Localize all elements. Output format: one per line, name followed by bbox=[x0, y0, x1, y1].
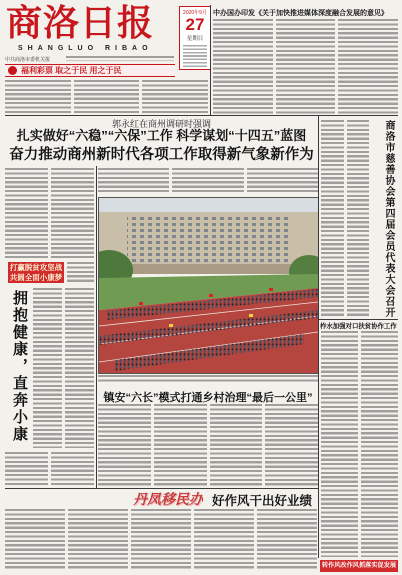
text-column bbox=[257, 509, 317, 570]
health-story-body bbox=[33, 288, 94, 448]
ad-banner-text: 福利彩票 取之于民 用之于民 bbox=[21, 66, 122, 75]
lead-photo-image bbox=[99, 198, 318, 373]
masthead-pinyin: SHANGLUO RIBAO bbox=[18, 45, 153, 52]
date-year-month: 2020年9月 bbox=[183, 10, 207, 16]
danfeng-headline: 好作风干出好业绩 bbox=[212, 494, 313, 508]
text-column bbox=[247, 168, 318, 194]
text-column bbox=[361, 331, 398, 557]
text-column bbox=[172, 168, 243, 194]
lead-headline-line2: 奋力推动商州新时代各项工作取得新气象新作为 bbox=[9, 147, 314, 163]
date-weekday: 星期日 bbox=[186, 36, 204, 42]
date-box bbox=[179, 6, 211, 70]
text-column bbox=[142, 80, 208, 114]
text-column bbox=[33, 288, 62, 448]
text-column bbox=[98, 168, 169, 194]
charity-headline: 商洛市慈善协会第四届会员代表大会召开 bbox=[383, 120, 394, 318]
danfeng-column-label: 丹凤移民办 bbox=[133, 493, 203, 508]
text-column bbox=[213, 19, 273, 114]
column-rule bbox=[318, 116, 319, 558]
slogan-badge: 转作风改作风抓落实促发展 bbox=[320, 560, 398, 572]
top-story-headline: 中办国办印发《关于加快推进媒体深度融合发展的意见》 bbox=[213, 10, 388, 17]
zhashui-body bbox=[321, 331, 398, 557]
section-rule bbox=[5, 115, 398, 116]
charity-body bbox=[321, 120, 369, 316]
lottery-logo-icon bbox=[8, 66, 17, 75]
text-column bbox=[347, 120, 370, 316]
masthead-info-line bbox=[66, 56, 174, 61]
date-box-details bbox=[183, 45, 207, 69]
text-column bbox=[265, 404, 318, 487]
health-story-body-continued bbox=[5, 452, 94, 487]
text-column bbox=[98, 375, 318, 384]
text-column bbox=[154, 404, 207, 487]
text-column bbox=[276, 19, 336, 114]
text-column bbox=[321, 331, 358, 557]
text-column bbox=[51, 452, 94, 487]
health-story-headline: 拥抱健康，直奔小康 bbox=[11, 290, 28, 443]
top-story-body bbox=[213, 19, 398, 114]
column-rule bbox=[96, 166, 97, 488]
column-rule bbox=[210, 5, 211, 115]
text-column bbox=[5, 509, 65, 570]
text-column bbox=[5, 452, 48, 487]
top-left-body bbox=[5, 80, 208, 114]
lead-body-main bbox=[98, 168, 318, 194]
masthead-title: 商洛日报 bbox=[6, 3, 155, 43]
poverty-badge-line1: 打赢脱贫攻坚战 bbox=[9, 263, 63, 272]
text-column bbox=[98, 404, 151, 487]
poverty-badge bbox=[8, 262, 64, 283]
masthead-subtitle: 中共商洛市委机关报 bbox=[5, 57, 51, 63]
text-column bbox=[66, 56, 174, 61]
text-column bbox=[131, 509, 191, 570]
badge-side-text bbox=[67, 262, 94, 284]
section-rule bbox=[319, 319, 398, 320]
danfeng-body bbox=[5, 509, 317, 570]
text-column bbox=[5, 80, 71, 114]
zhashui-headline: 柞水加强对口扶贫协作工作 bbox=[320, 323, 397, 330]
lead-headline-line1: 扎实做好“六稳”“六保”工作 科学谋划“十四五”蓝图 bbox=[16, 128, 307, 143]
lead-photo bbox=[98, 197, 319, 374]
ad-banner bbox=[5, 64, 175, 77]
text-column bbox=[210, 404, 263, 487]
text-column bbox=[5, 168, 48, 258]
photo-caption bbox=[98, 375, 318, 384]
zhenan-body bbox=[98, 404, 318, 487]
text-column bbox=[51, 168, 94, 258]
text-column bbox=[67, 262, 94, 284]
zhenan-headline: 镇安“六长”模式打通乡村治理“最后一公里” bbox=[103, 392, 313, 404]
text-column bbox=[194, 509, 254, 570]
lead-kicker: 郭永红在商州调研时强调 bbox=[111, 119, 211, 129]
text-column bbox=[68, 509, 128, 570]
text-column bbox=[338, 19, 398, 114]
text-column bbox=[65, 288, 94, 448]
poverty-badge-line2: 共圆全面小康梦 bbox=[9, 273, 63, 282]
text-column bbox=[321, 120, 344, 316]
date-day: 27 bbox=[185, 15, 205, 34]
lead-body-left bbox=[5, 168, 94, 258]
text-column bbox=[74, 80, 140, 114]
